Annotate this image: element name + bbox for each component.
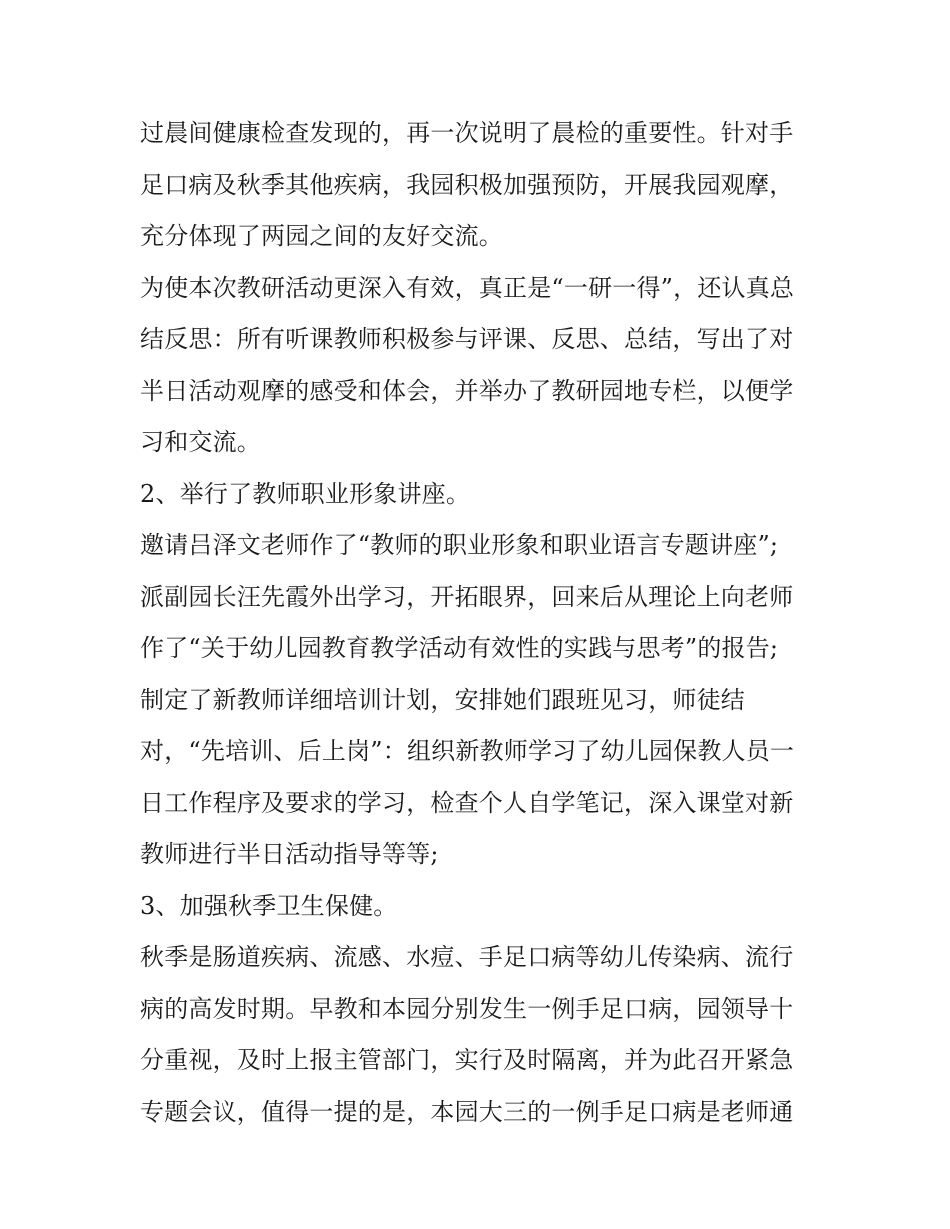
document-body [140,108,820,1138]
text-line: 制定了新教师详细培训计划，安排她们跟班见习，师徒结 [140,685,745,714]
text-line: 对，“先培训、后上岗”：组织新教师学习了幼儿园保教人员一 [140,737,795,765]
text-line: 过晨间健康检查发现的，再一次说明了晨检的重要性。针对手 [140,119,794,147]
text-line: 结反思：所有听课教师积极参与评课、反思、总结，写出了对 [140,325,794,353]
text-line: 作了“关于幼儿园教育教学活动有效性的实践与思考”的报告; [140,634,779,662]
section-heading: 2、举行了教师职业形象讲座。 [140,479,471,508]
text-line: 病的高发时期。早教和本园分别发生一例手足口病，园领导十 [140,994,794,1023]
text-line: 半日活动观摩的感受和体会，并举办了教研园地专栏，以便学 [140,376,794,405]
text-line: 教师进行半日活动指导等等; [140,840,439,868]
text-line: 习和交流。 [140,428,261,456]
text-line: 日工作程序及要求的学习，检查个人自学笔记，深入课堂对新 [140,788,794,817]
text-line: 派副园长汪先霞外出学习，开拓眼界，回来后从理论上向老师 [140,582,794,611]
text-line: 为使本次教研活动更深入有效，真正是“一研一得”，还认真总 [140,273,795,302]
text-line: 分重视，及时上报主管部门，实行及时隔离，并为此召开紧急 [140,1046,794,1074]
text-line: 足口病及秋季其他疾病，我园积极加强预防，开展我园观摩， [140,170,794,199]
text-line: 专题会议，值得一提的是，本园大三的一例手足口病是老师通 [140,1097,794,1126]
text-line: 充分体现了两园之间的友好交流。 [140,222,503,250]
text-line: 秋季是肠道疾病、流感、水痘、手足口病等幼儿传染病、流行 [140,943,794,971]
text-line: 邀请吕泽文老师作了“教师的职业形象和职业语言专题讲座”; [140,531,779,559]
section-heading: 3、加强秋季卫生保健。 [140,891,398,920]
